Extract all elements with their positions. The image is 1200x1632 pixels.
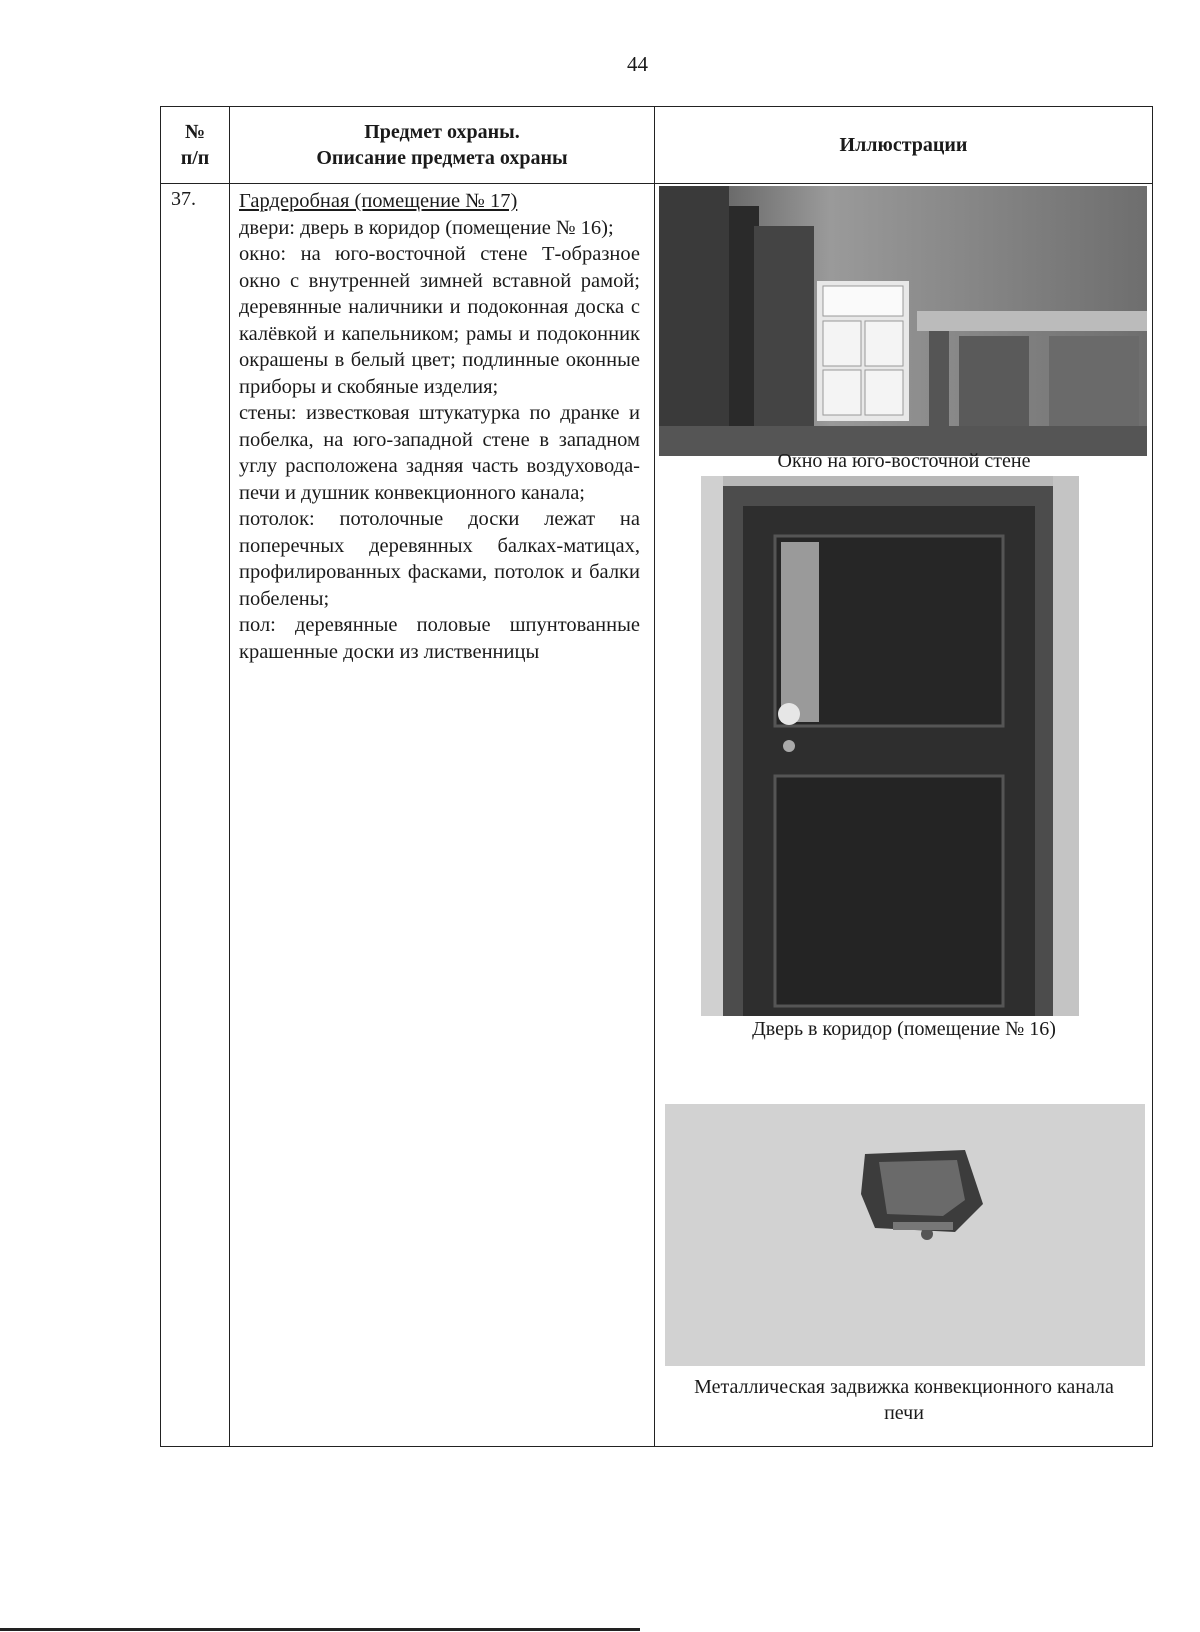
description-ceiling: потолок: потолочные доски лежат на поперечных деревянных балках-матицах, профилированных фасками, потолок и балки побелены;: [239, 508, 640, 610]
page-number: 44: [627, 52, 648, 76]
description-floor: пол: деревянные половые шпунтованные крашенные доски из лиственницы: [239, 614, 640, 663]
room-title: Гардеробная (помещение № 17): [239, 190, 518, 212]
window-photo-drawing: [659, 186, 1147, 456]
header-num: № п/п: [161, 107, 230, 184]
description-window: окно: на юго-восточной стене Т-образное окно с внутренней зимней вставной рамой; деревянные наличники и подоконная доска с калёвкой и капельником; рамы и подоконник окрашены в белый цвет; подлинные оконные приборы и скобяные изделия;: [239, 243, 640, 398]
table-row: [161, 184, 1153, 1447]
damper-photo: [665, 1104, 1145, 1366]
illustrations-cell: [655, 184, 1153, 1447]
door-photo-drawing: [701, 476, 1079, 1016]
window-photo: [659, 186, 1147, 456]
row-number: 37.: [161, 184, 230, 1447]
door-caption: Дверь в коридор (помещение № 16): [752, 1018, 1056, 1040]
window-caption: Окно на юго-восточной стене: [777, 450, 1031, 472]
damper-photo-drawing: [665, 1104, 1145, 1366]
header-subject: Предмет охраны. Описание предмета охраны: [230, 107, 655, 184]
door-photo: [701, 476, 1079, 1016]
table-header-row: [161, 107, 1153, 184]
description-doors: двери: дверь в коридор (помещение № 16);: [239, 216, 614, 239]
description-walls: стены: известковая штукатурка по дранке и побелка, на юго-западной стене в западном углу расположена задняя часть воздуховода-печи и душник конвекционного канала;: [239, 402, 640, 504]
description-cell: [230, 184, 655, 1447]
protection-subject-table: [160, 106, 1153, 1447]
header-illustrations: Иллюстрации: [655, 107, 1153, 184]
footer-rule: [0, 1628, 640, 1631]
damper-caption: Металлическая задвижка конвекционного канала печи: [694, 1376, 1114, 1424]
